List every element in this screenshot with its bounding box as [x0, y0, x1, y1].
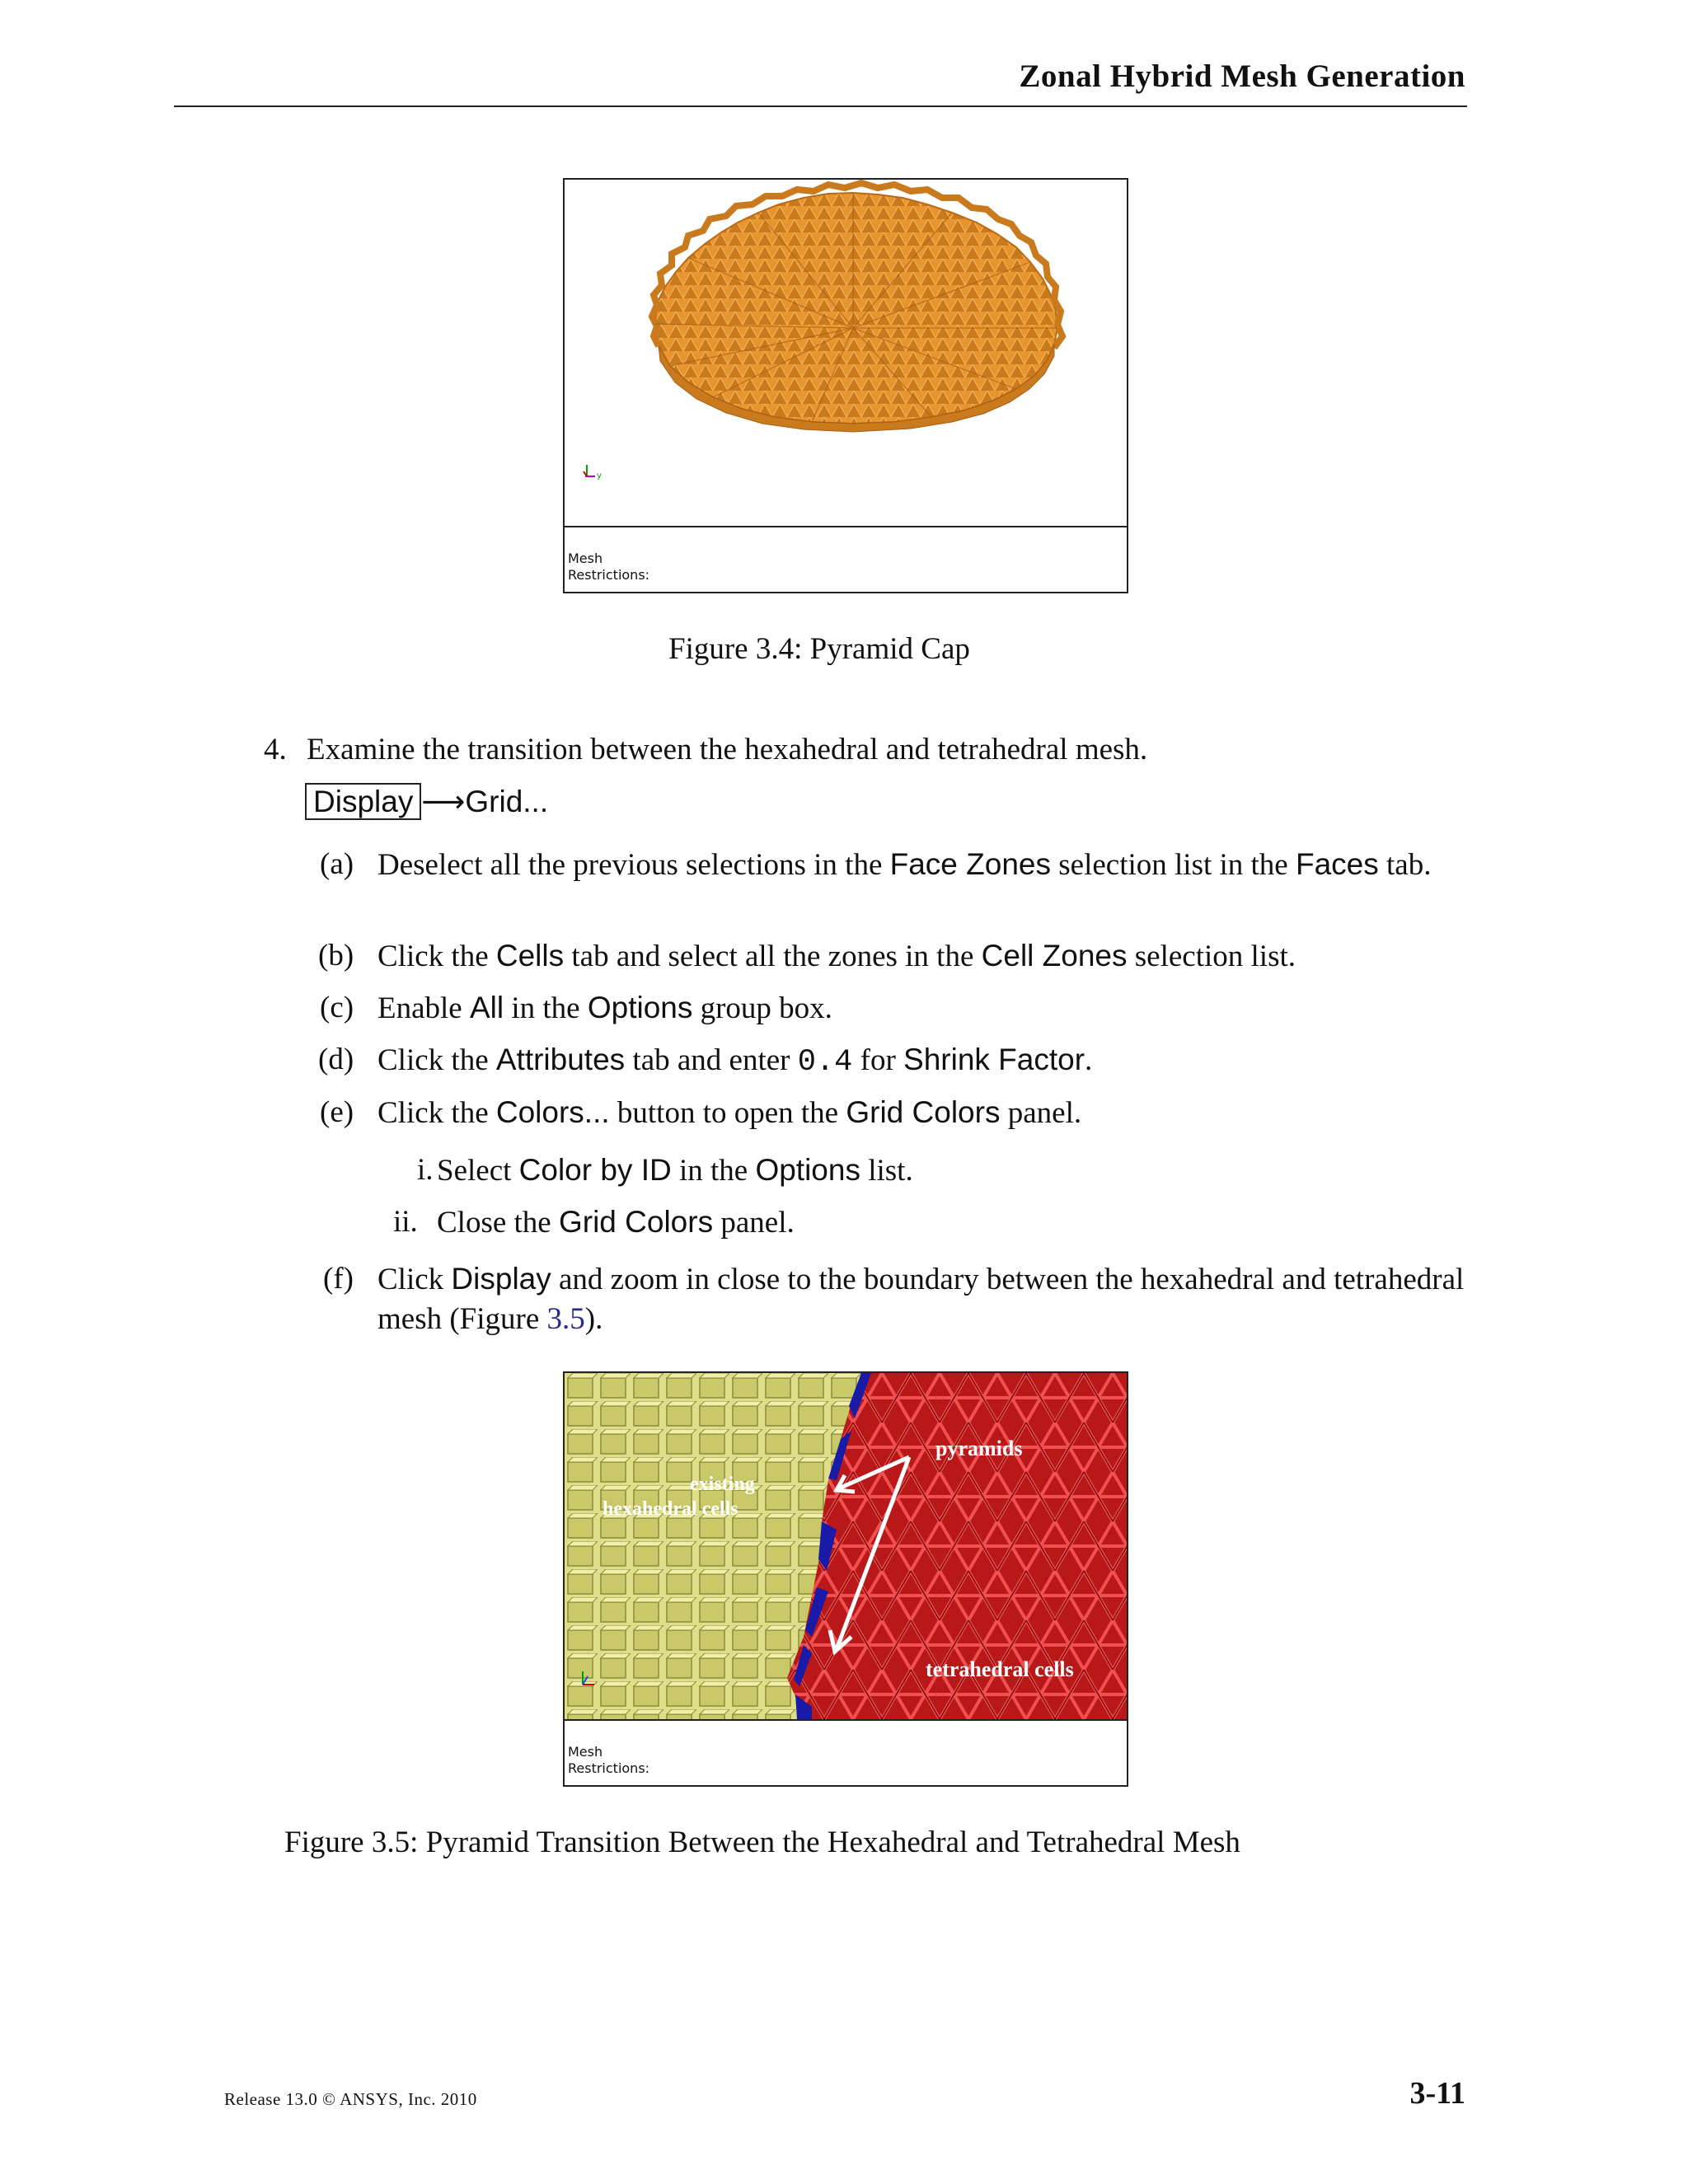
- substep-c-text: Enable All in the Options group box.: [377, 991, 832, 1025]
- figure-footer-divider: [565, 526, 1127, 527]
- menu-item-grid[interactable]: Grid...: [465, 785, 549, 818]
- step-4-number: 4.: [264, 733, 287, 766]
- substep-e-ii-marker: ii.: [393, 1205, 418, 1239]
- pyramid-cap-render: [565, 180, 1127, 526]
- substep-b-text: Click the Cells tab and select all the zones in the Cell Zones selection list.: [377, 939, 1296, 973]
- running-header-title: Zonal Hybrid Mesh Generation: [1019, 59, 1465, 94]
- menu-path: [305, 782, 548, 822]
- label-tetrahedral-cells: tetrahedral cells: [926, 1657, 1074, 1681]
- pyramid-cap-outline: [655, 193, 1057, 424]
- substep-f-text: Click Display and zoom in close to the boundary between the hexahedral and tetrahedral mesh (Figure 3.5).: [377, 1262, 1465, 1336]
- substep-a-marker: (a): [320, 847, 354, 881]
- page-number: 3-11: [1409, 2076, 1465, 2111]
- svg-text:y: y: [597, 471, 602, 480]
- substep-d-text: Click the Attributes tab and enter 0.4 for Shrink Factor.: [377, 1043, 1093, 1080]
- figure-footer-text: [568, 551, 649, 583]
- label-hexahedral-cells: hexahedral cells: [603, 1498, 738, 1520]
- menu-arrow: ⟶: [421, 785, 466, 818]
- release-footer: Release 13.0 © ANSYS, Inc. 2010: [224, 2089, 477, 2109]
- figure-footer-text: [568, 1744, 649, 1777]
- label-pyramids: pyramids: [935, 1436, 1023, 1460]
- footer-restrictions-label: Restrictions:: [568, 567, 650, 583]
- figure-footer-divider: [565, 1719, 1127, 1721]
- figure-pyramid-transition: [563, 1371, 1128, 1787]
- label-existing: existing: [690, 1474, 755, 1495]
- substep-e-i-text: Select Color by ID in the Options list.: [437, 1153, 913, 1188]
- footer-mesh-label: Mesh: [568, 551, 603, 566]
- pyramid-transition-render: [565, 1373, 1127, 1719]
- pyramid-transition-image: [565, 1373, 1127, 1719]
- substep-f-marker: (f): [323, 1262, 354, 1296]
- footer-mesh-label: Mesh: [568, 1744, 603, 1760]
- pyramid-cap-mesh-image: [565, 180, 1127, 526]
- footer-restrictions-label: Restrictions:: [568, 1760, 650, 1776]
- axis-triad-icon: [584, 465, 602, 480]
- substep-a-text: Deselect all the previous selections in the Face Zones selection list in the Faces tab.: [377, 847, 1432, 882]
- figure-3-5-link[interactable]: 3.5: [546, 1302, 585, 1336]
- substep-e-ii-text: Close the Grid Colors panel.: [437, 1205, 795, 1240]
- figure-pyramid-cap: [563, 178, 1128, 593]
- display-menu-button[interactable]: Display: [305, 783, 421, 820]
- step-4-text: Examine the transition between the hexahedral and tetrahedral mesh.: [307, 733, 1148, 766]
- substep-e-i-marker: i.: [417, 1153, 434, 1187]
- substep-e-text: Click the Colors... button to open the Grid Colors panel.: [377, 1095, 1082, 1130]
- substep-c-marker: (c): [320, 991, 354, 1024]
- figure-3-4-caption: Figure 3.4: Pyramid Cap: [668, 632, 970, 666]
- substep-e-marker: (e): [320, 1095, 354, 1129]
- figure-3-5-caption: Figure 3.5: Pyramid Transition Between the Hexahedral and Tetrahedral Mesh: [284, 1825, 1240, 1859]
- substep-b-marker: (b): [318, 939, 354, 972]
- header-rule: [174, 105, 1467, 107]
- substep-d-marker: (d): [318, 1043, 354, 1076]
